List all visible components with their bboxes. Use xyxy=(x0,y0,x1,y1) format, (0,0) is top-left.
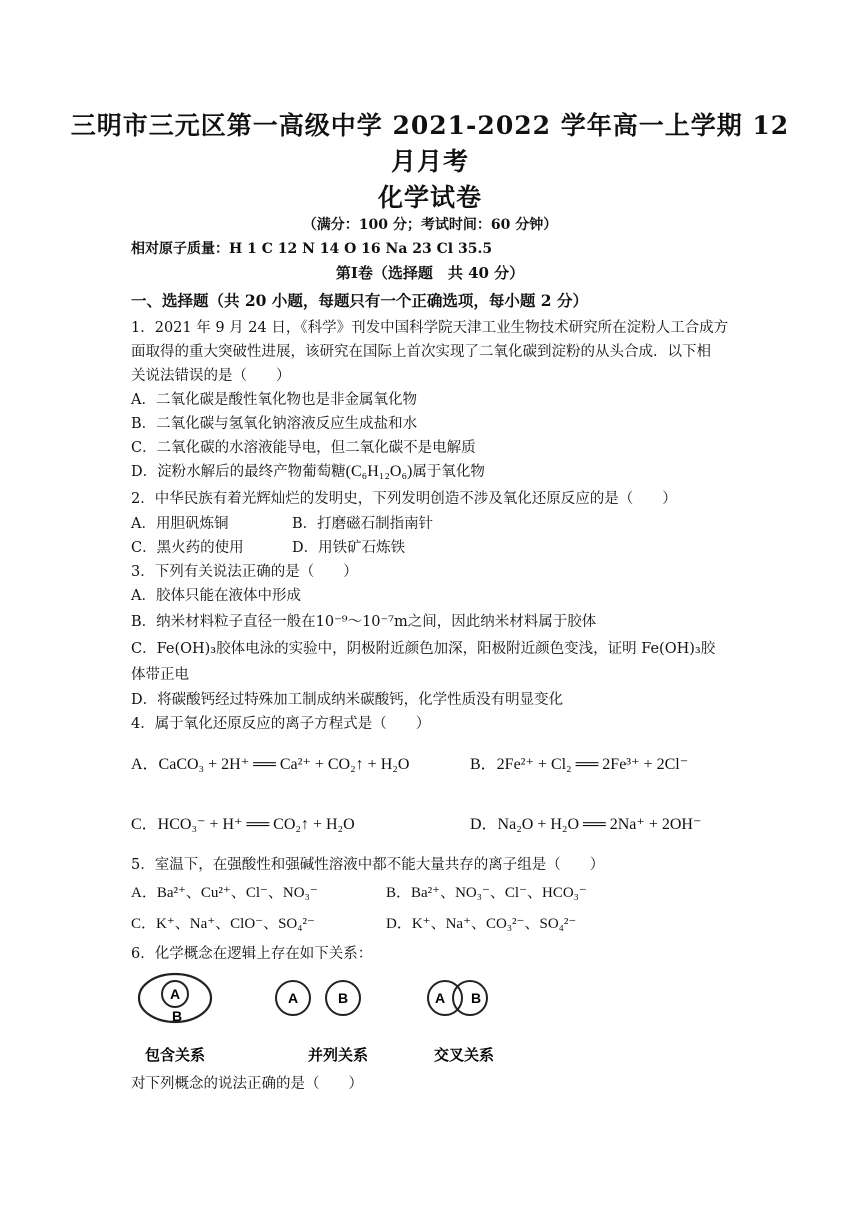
exam-info: （满分：100 分；考试时间：60 分钟） xyxy=(302,217,558,233)
q2-option-d: D．用铁矿石炼铁 xyxy=(292,540,406,556)
q1-option-d xyxy=(131,460,485,481)
q1-option-a: A．二氧化碳是酸性氧化物也是非金属氧化物 xyxy=(131,392,417,408)
q1-option-c: C．二氧化碳的水溶液能导电，但二氧化碳不是电解质 xyxy=(131,440,476,456)
q3-option-c-line1: C．Fe(OH)₃胶体电泳的实验中，阴极附近颜色加深，阳极附近颜色变浅，证明 Fe(OH)₃胶 xyxy=(131,641,716,657)
inclusion-caption: 包含关系 xyxy=(144,1046,206,1064)
q2-stem: 2．中华民族有着光辉灿烂的发明史，下列发明创造不涉及氧化还原反应的是（ ） xyxy=(131,491,677,507)
inclusion-label-a: A xyxy=(169,986,181,1002)
q4-option-b: B．2Fe²⁺ + Cl₂ ══ 2Fe³⁺ + 2Cl⁻ xyxy=(470,756,689,773)
cross-relation-figure xyxy=(428,981,494,1064)
q5-option-c: C．K⁺、Na⁺、ClO⁻、SO₄²⁻ xyxy=(131,916,315,932)
q6-follow-up: 对下列概念的说法正确的是（ ） xyxy=(131,1076,363,1092)
inclusion-relation-figure xyxy=(139,974,211,1064)
q3-option-d: D．将碳酸钙经过特殊加工制成纳米碳酸钙，化学性质没有明显变化 xyxy=(131,692,564,708)
section-title: 一、选择题（共 20 小题，每题只有一个正确选项，每小题 2 分） xyxy=(131,291,588,310)
cross-caption: 交叉关系 xyxy=(433,1046,495,1064)
q1-stem-line1: 1．2021 年 9 月 24 日，《科学》刊发中国科学院天津工业生物技术研究所在淀粉人工合成方 xyxy=(131,320,729,336)
parallel-label-b: B xyxy=(337,990,349,1006)
q2-option-a: A．用胆矾炼铜 xyxy=(131,516,229,532)
q3-option-b: B．纳米材料粒子直径一般在10⁻⁹～10⁻⁷m之间，因此纳米材料属于胶体 xyxy=(131,614,597,630)
subject-title: 化学试卷 xyxy=(377,183,482,212)
parallel-relation-figure xyxy=(276,981,368,1064)
q1-option-d-post: 属于氧化物 xyxy=(412,464,485,480)
concept-relation-diagram xyxy=(130,972,530,1067)
q4-stem: 4．属于氧化还原反应的离子方程式是（ ） xyxy=(131,716,431,732)
q6-stem: 6．化学概念在逻辑上存在如下关系： xyxy=(131,946,373,962)
q5-option-b: B．Ba²⁺、NO₃⁻、Cl⁻、HCO₃⁻ xyxy=(386,885,587,901)
q2-option-c: C．黑火药的使用 xyxy=(131,540,244,556)
part-title: 第Ⅰ卷（选择题 共 40 分） xyxy=(335,264,525,282)
q1-option-d-pre: D．淀粉水解后的最终产物葡萄糖 xyxy=(131,464,346,480)
cross-label-a: A xyxy=(434,990,446,1006)
glucose-formula: (C₆H₁₂O₆) xyxy=(345,463,413,480)
q1-stem-line3: 关说法错误的是（ ） xyxy=(131,368,291,384)
q3-option-a: A．胶体只能在液体中形成 xyxy=(131,588,301,604)
q5-stem: 5．室温下，在强酸性和强碱性溶液中都不能大量共存的离子组是（ ） xyxy=(131,857,605,873)
cross-label-b: B xyxy=(470,990,482,1006)
q1-option-b: B．二氧化碳与氢氧化钠溶液反应生成盐和水 xyxy=(131,416,418,432)
q3-option-c-line2: 体带正电 xyxy=(131,667,189,683)
q5-option-a: A．Ba²⁺、Cu²⁺、Cl⁻、NO₃⁻ xyxy=(131,885,318,901)
q4-option-d: D．Na₂O + H₂O ══ 2Na⁺ + 2OH⁻ xyxy=(470,816,702,833)
inclusion-label-b: B xyxy=(171,1008,183,1024)
q1-stem-line2: 面取得的重大突破性进展，该研究在国际上首次实现了二氧化碳到淀粉的从头合成．以下相 xyxy=(131,344,711,360)
q5-option-d: D．K⁺、Na⁺、CO₃²⁻、SO₄²⁻ xyxy=(386,916,577,932)
q3-stem: 3．下列有关说法正确的是（ ） xyxy=(131,564,358,580)
parallel-caption: 并列关系 xyxy=(307,1046,369,1064)
exam-title-line2: 月月考 xyxy=(390,147,469,176)
q4-option-c: C．HCO₃⁻ + H⁺ ══ CO₂↑ + H₂O xyxy=(131,816,355,833)
q4-option-a: A．CaCO₃ + 2H⁺ ══ Ca²⁺ + CO₂↑ + H₂O xyxy=(131,756,410,773)
parallel-label-a: A xyxy=(287,990,299,1006)
atomic-masses: 相对原子质量：H 1 C 12 N 14 O 16 Na 23 Cl 35.5 xyxy=(131,241,493,257)
q2-option-b: B．打磨磁石制指南针 xyxy=(292,516,434,532)
exam-title-line1: 三明市三元区第一高级中学 2021-2022 学年高一上学期 12 xyxy=(70,111,790,140)
